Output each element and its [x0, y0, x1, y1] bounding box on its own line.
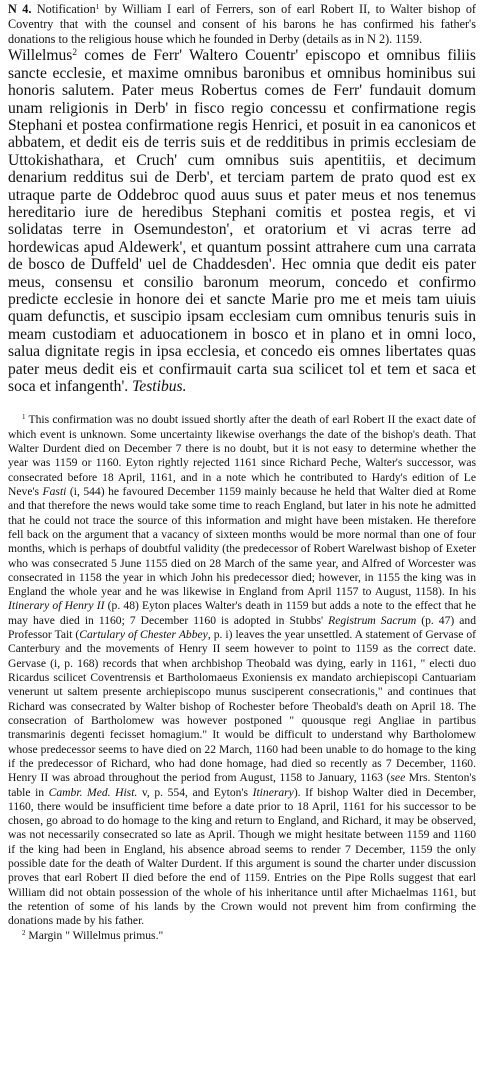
document-number: N 4.: [8, 2, 32, 16]
footnote-2-marker: 2: [22, 928, 26, 937]
charter-closing: Testibus.: [132, 378, 187, 395]
footnote-1-cartulary: Cartulary of Chester Abbey: [79, 628, 208, 642]
footnote-1-fasti: Fasti: [42, 484, 67, 498]
footnote-1-text-c: (p. 48) Eyton places Walter's death in 1159 but adds a note to the effect that he may have died in 1160; 7 December 1160 is adopted in Stubbs': [8, 599, 476, 627]
footnote-2-text: Margin " Willelmus primus.": [25, 928, 164, 942]
footnote-ref-2[interactable]: 2: [72, 48, 78, 59]
document-heading: [8, 2, 476, 47]
footnote-2: [8, 929, 476, 943]
footnote-1-itinerary-2: Itinerary: [252, 785, 294, 799]
heading-summary: by William I earl of Ferrers, son of earl Robert II, to Walter bishop of Coventry that with the counsel and consent of his barons he has confirmed his father's donations to the religious house which he founded in Derby (details as in N 2). 1159.: [8, 2, 476, 47]
charter-opening: Willelmus: [8, 47, 73, 65]
charter-text: [8, 47, 476, 395]
footnote-1-itinerary: Itinerary of Henry II: [8, 599, 105, 613]
footnote-1-text-h: ). If bishop Walter died in December, 1160, there would be insufficient time before a date prior to 18 April, 1161 for his successor to be chosen, go abroad to do homage to the king and return to England, and Richard, it may be observed, was not necessarily consecrated so late as April. Though we might hesitate between 1159 and 1160 if the king had been in England, his absence abroad seems to render 7 December, 1159 the only possible date for the death of Walter Durdent. If this argument is sound the charter under discussion proves that earl Robert II died before the end of 1159. Entries on the Pipe Rolls suggest that earl William did not obtain possession of the whole of his inheritance until after Michaelmas 1161, but the retention of some of his lands by the Crown would not prevent him from confirming the donations made by his father.: [8, 785, 476, 928]
footnote-1-text-f: Mrs. Stenton's table in: [8, 771, 476, 799]
footnote-1-marker: 1: [22, 413, 26, 422]
footnote-1: [8, 413, 476, 928]
footnote-1-text-e: , p. i) leaves the year unsettled. A statement of Gervase of Canterbury and the movements of Henry II seem however to point to 1159 as the correct date. Gervase (i, p. 168) records that when archbishop Theobald was dying, early in 1161, " electi duo Ricardus scilicet Coventrensis et Bartholomaeus Exoniensis ex mandato archiepiscopi Cantuariam venerunt ut saltem presente archiepiscopo munus susciperent consecrationis," and continues that Richard was consecrated by Walter bishop of Rochester before Theobald's death on April 18. The consecration of Bartholomew was however postponed " quousque regi Angliae in partibus transmarinis degenti fecisset homagium." It would be difficult to understand why Bartholomew whose predecessor seems to have died on 22 March, 1160 had been unable to do homage to the king if the predecessor of Richard, who had done homage, had died so recently as 7 December, 1160. Henry II was abroad throughout the period from August, 1158 to January, 1163 (: [8, 628, 476, 785]
footnote-1-text-d: (p. 47) and Professor Tait (: [8, 613, 476, 642]
heading-word: Notification: [36, 2, 96, 16]
footnote-1-text-g: v, p. 554, and Eyton's: [137, 785, 253, 799]
footnote-1-cambr: Cambr. Med. Hist.: [48, 785, 138, 799]
footnote-1-see: see: [390, 771, 406, 785]
footnote-ref-1[interactable]: 1: [95, 1, 100, 11]
charter-body: comes de Ferr' Waltero Couentr' episcopo et omnibus filiis sancte ecclesie, et maxime omnibus baronibus et omnibus hominibus sui honoris salutem. Pater meus Robertus comes de Ferr' fundauit domum unam religionis in Derb' in fisco regio concessu et confirmatione regis Stephani et postea confirmatione regis Henrici, et posuit in ea canonicos et abbatem, et dedit eis de terris suis et de redditibus in primis ecclesiam de Uttokishathara, et Cruch' cum omnibus suis apentitiis, et decimum denarium redditus sui de Derb', et terciam partem de prato quod est ex utraque parte de Oddebroc quod auus suus et pater meus et nos tenemus hereditario iure de heredibus Stephani comitis et postea regis, et vi solidatas terre in Osemundeston', et oratorium et vi acras terre ad hordewicas apud Aldewerk', et quantum possint attrahere cum una carrata de bosco de Duffeld' uel de Chaddesden'. Hec omnia que dedit eis pater meus, consensu et consilio baronum meorum, concedo et confirmo predicte ecclesie in honore dei et sancte Marie pro me et meis tam uiuis quam defunctis, et suscipio ipsam ecclesiam cum omnibus tenuris suis in meam custodiam et aduocationem in bosco et in plano et in omni loco, salua dignitate regis in ipsa ecclesia, et concedo eis omnes libertates quas pater meus dedit eis et confirmauit carta sua scilicet tol et tem et saca et soca et infangenth'.: [8, 47, 476, 395]
footnote-1-text-b: (i, 544) he favoured December 1159 mainly because he held that Walter died at Rome and that therefore the news would take some time to reach England, but later in his note he admitted that he could not trace the source of this information and might have been mistaken. He therefore fell back on the argument that a vacancy of sixteen months would be more normal than one of four months, which is perhaps of doubtful validity (the predecessor of Robert Warelwast bishop of Exeter who was consecrated 5 June 1155 died on 28 March of the same year, and Alfred of Worcester was consecrated in 1158 the year in which John his predecessor died; however, in 1155 the king was in England the whole year and he was likewise in England from April 1157 to August, 1158). In his: [8, 484, 476, 599]
footnote-1-text-a: This confirmation was no doubt issued shortly after the death of earl Robert II the exact date of which event is unknown. Some uncertainty likewise overhangs the date of the bishop's death. That Walter Durdent died on December 7 there is no doubt, but it is not easy to determine whether the year was 1159 or 1160. Eyton rightly rejected 1161 since Richard Peche, Walter's successor, was consecrated before 18 April, 1161, and in a note which he contributed to Hardy's edition of Le Neve's: [8, 413, 476, 498]
footnote-1-registrum: Registrum Sacrum: [328, 613, 417, 627]
